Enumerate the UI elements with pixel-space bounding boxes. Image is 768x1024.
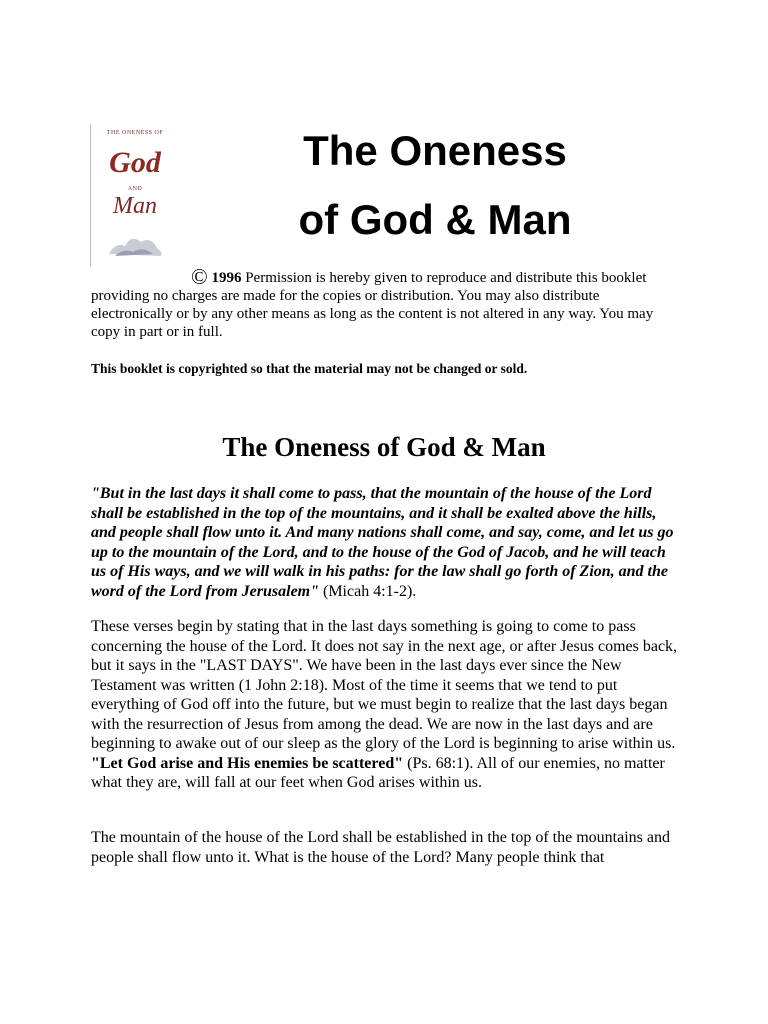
copyright-paragraph <box>91 264 681 341</box>
booklet-cover-image <box>90 124 179 266</box>
copyright-text: Permission is hereby given to reproduce and distribute this booklet providing no charges are made for the copies or distribution. You may also distribute electronically or by any other means as long as the content is not altered in any way. You may copy in part or in full. <box>91 270 654 340</box>
quote-text: "But in the last days it shall come to pass, that the mountain of the house of the Lord shall be established in the top of the mountains, and it shall be exalted above the hills, and people shall flow unto it. And many nations shall come, and say, come, and let us go up to the mountain of the Lord, and to the house of the God of Jacob, and he will teach us of His ways, and we will walk in his paths: for the law shall go forth of Zion, and the word of the Lord from Jerusalem" <box>91 485 674 600</box>
cover-small-title: THE ONENESS OF <box>106 130 164 136</box>
quote-reference: (Micah 4:1-2). <box>319 582 417 600</box>
paragraph-2-part-1: These verses begin by stating that in the last days something is going to come to pass concerning the house of the Lord. It does not say in the next age, or after Jesus comes back, but it says in the "LAST DAYS". We have been in the last days ever since the New Testament was written (1 John 2:18). Most of the time it seems that we tend to put everything of God off into the future, but we must begin to realize that the last days began with the resurrection of Jesus from among the dead. We are now in the last days and are beginning to awake out of our sleep as the glory of the Lord is beginning to arise within us. <box>91 618 678 752</box>
cover-and-text: AND <box>127 186 143 192</box>
body-paragraph-3: The mountain of the house of the Lord shall be established in the top of the mountains and people shall flow unto it. What is the house of the Lord? Many people think that <box>91 829 670 866</box>
page-title-line-1: The Oneness <box>303 127 567 174</box>
cover-cloud-graphic <box>105 224 165 260</box>
cover-god-text: God <box>109 146 161 179</box>
paragraph-2-part-2: (Ps. 68:1). All of our enemies, no matter what they are, will fall at our feet when God arises within us. <box>91 754 665 791</box>
body-paragraph-2 <box>91 617 681 793</box>
scripture-quote <box>91 484 681 601</box>
copyright-year: 1996 <box>211 270 242 286</box>
copyright-symbol: © <box>191 264 208 289</box>
paragraph-2-bold-quote: "Let God arise and His enemies be scattered" <box>91 754 404 772</box>
section-heading: The Oneness of God & Man <box>222 432 546 462</box>
cover-man-text: Man <box>113 193 157 219</box>
page-title-line-2: of God & Man <box>298 196 572 243</box>
copyright-note: This booklet is copyrighted so that the material may not be changed or sold. <box>91 361 528 376</box>
